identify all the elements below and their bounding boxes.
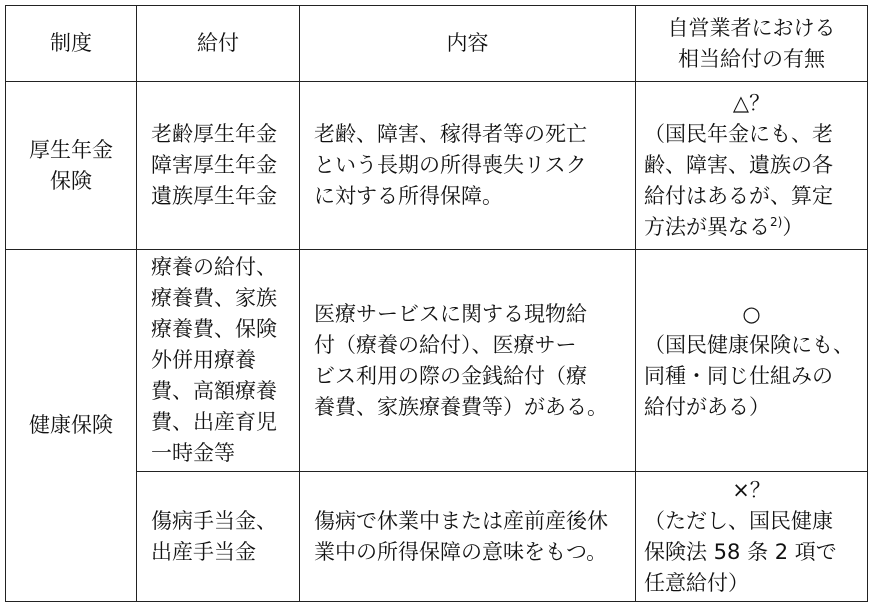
cell-content-medical: 医療サービスに関する現物給 付（療養の給付）、医療サー ビス利用の際の金銭給付（療 養費、家族療養費等）がある。: [300, 250, 636, 472]
cell-mark-pension: [636, 82, 868, 250]
cell-content-allowance: 傷病で休業中または産前産後休 業中の所得保障の意味をもつ。: [300, 472, 636, 602]
header-selfemployed: 自営業者における 相当給付の有無: [636, 6, 868, 82]
cell-system-health: 健康保険: [6, 250, 137, 602]
cell-mark-allowance: [636, 472, 868, 602]
mark-symbol: ○: [742, 301, 761, 326]
footnote-ref: 2): [770, 215, 783, 229]
header-content: 内容: [300, 6, 636, 82]
header-system: 制度: [6, 6, 137, 82]
table-row-health-medical: [6, 250, 868, 472]
header-row: [6, 6, 868, 82]
mark-note: （国民健康保険にも、 同種・同じ仕組みの 給付がある）: [644, 332, 854, 419]
mark-note: （ただし、国民健康 保険法 58 条 2 項で 任意給付）: [644, 508, 837, 595]
benefits-comparison-table: [5, 5, 868, 602]
cell-system-pension: 厚生年金 保険: [6, 82, 137, 250]
cell-benefit-pension: 老齢厚生年金 障害厚生年金 遺族厚生年金: [137, 82, 300, 250]
mark-note: （国民年金にも、老 齢、障害、遺族の各 給付はあるが、算定 方法が異なる$^{2)}$）: [644, 122, 833, 239]
cell-benefit-allowance: 傷病手当金、 出産手当金: [137, 472, 300, 602]
header-benefit: 給付: [137, 6, 300, 82]
table-row-pension: [6, 82, 868, 250]
cell-content-pension: 老齢、障害、稼得者等の死亡 という長期の所得喪失リスク に対する所得保障。: [300, 82, 636, 250]
cell-benefit-medical: 療養の給付、 療養費、家族 療養費、保険 外併用療養 費、高額療養 費、出産育児 一時金等: [137, 250, 300, 472]
mark-symbol: ×？: [732, 477, 771, 502]
mark-symbol: △？: [732, 91, 771, 115]
cell-mark-medical: [636, 250, 868, 472]
